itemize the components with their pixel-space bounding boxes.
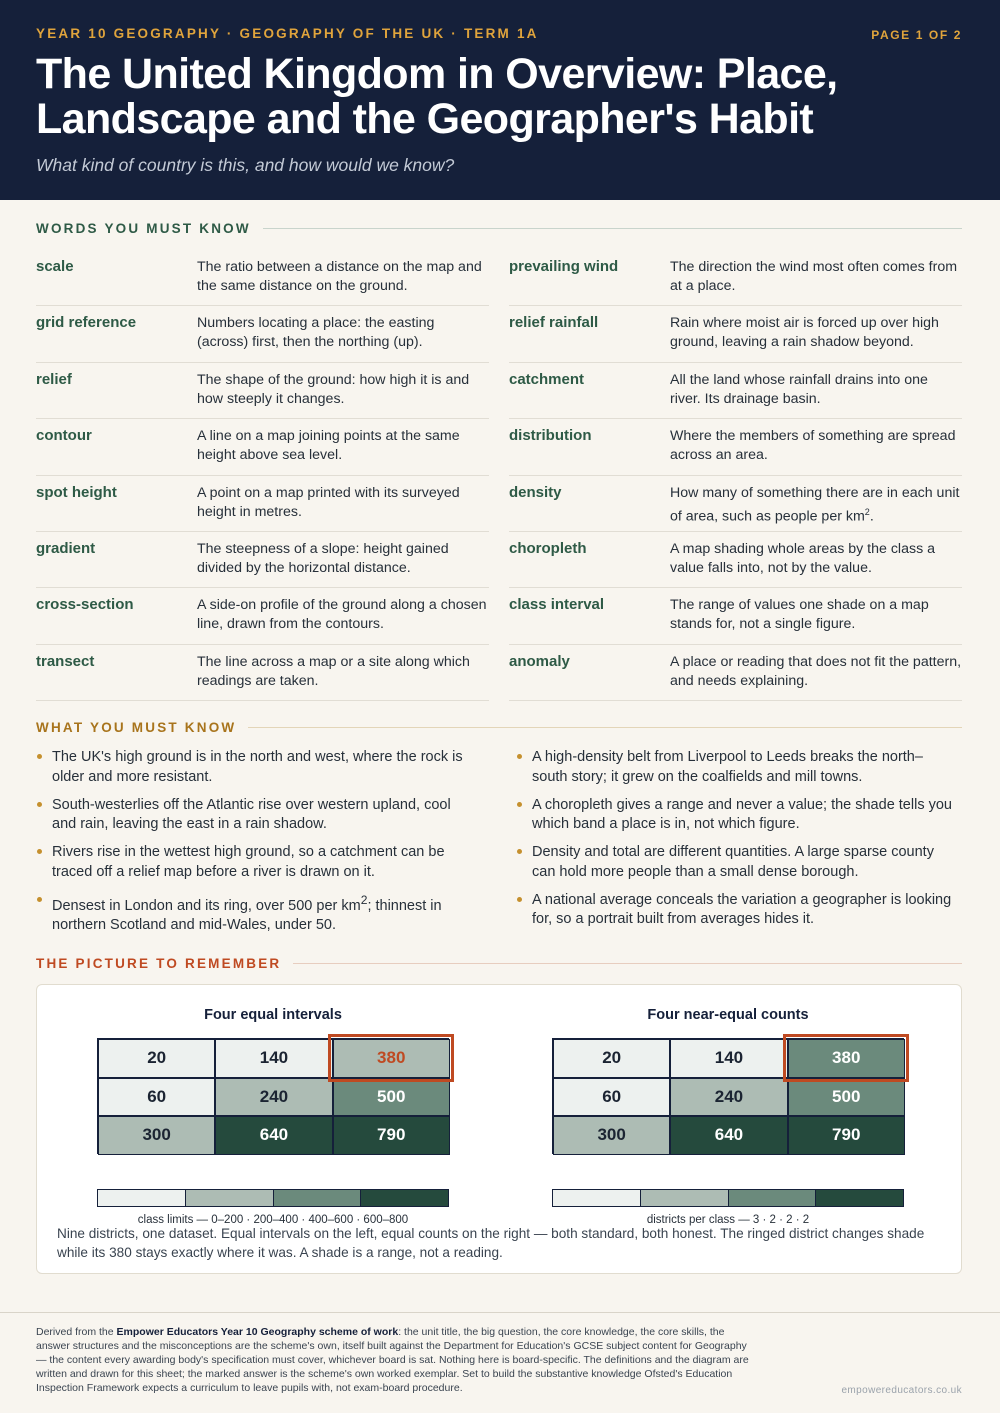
site-url: empowereducators.co.uk bbox=[841, 1385, 962, 1396]
glossary-term: transect bbox=[36, 652, 95, 670]
section-rule bbox=[263, 228, 962, 229]
glossary-definition: A side-on profile of the ground along a chosen line, drawn from the contours. bbox=[197, 597, 487, 633]
highlight-ring bbox=[328, 1034, 454, 1082]
glossary-term: class interval bbox=[509, 596, 605, 614]
class-legend bbox=[552, 1189, 904, 1207]
glossary-definition: The line across a map or a site along which readings are taken. bbox=[197, 653, 470, 689]
panel-title: Four near-equal counts bbox=[647, 1007, 809, 1023]
equal-counts-panel bbox=[552, 1007, 904, 1226]
district-cell: 500 bbox=[333, 1078, 450, 1117]
knowledge-right-column bbox=[516, 748, 956, 944]
glossary-term: prevailing wind bbox=[509, 258, 619, 275]
knowledge-bullet: Rivers rise in the wettest high ground, so a catchment can be traced off a relief map before a river is drawn on it. bbox=[36, 843, 476, 882]
district-cell: 640 bbox=[670, 1116, 787, 1155]
glossary-row bbox=[509, 645, 962, 701]
page-number: PAGE 1 OF 2 bbox=[871, 28, 962, 42]
knowledge-bullet: Densest in London and its ring, over 500 per $km^2$; thinnest in northern Scotland and mid-Wales, under 50. bbox=[36, 891, 476, 936]
panel-title: Four equal intervals bbox=[204, 1007, 342, 1023]
legend-caption: districts per class — 3 · 2 · 2 · 2 bbox=[646, 1214, 810, 1226]
glossary-term: gradient bbox=[36, 539, 96, 557]
glossary-term: catchment bbox=[509, 370, 585, 388]
glossary-row bbox=[36, 532, 489, 588]
picture-caption: Nine districts, one dataset. Equal intervals on the left, equal counts on the right — both standard, both honest. The ringed district changes shade while its 380 stays exactly where it was. A shade is a range, not a reading. bbox=[57, 1226, 925, 1260]
legend-swatch bbox=[361, 1190, 448, 1206]
glossary-definition: A place or reading that does not fit the pattern, and needs explaining. bbox=[670, 653, 962, 689]
knowledge-bullet: The UK's high ground is in the north and west, where the rock is older and more resistant. bbox=[36, 748, 476, 787]
district-cell: 300 bbox=[98, 1116, 215, 1155]
glossary-row bbox=[509, 419, 962, 475]
glossary-definition: Numbers locating a place: the easting (across) first, then the northing (up). bbox=[197, 315, 435, 351]
picture-heading-text: THE PICTURE TO REMEMBER bbox=[36, 956, 282, 971]
glossary-term: grid reference bbox=[36, 314, 137, 332]
glossary-row bbox=[509, 476, 962, 532]
glossary-term: spot height bbox=[36, 483, 117, 501]
big-question: What kind of country is this, and how would we know? bbox=[36, 155, 455, 175]
knowledge-bullet: A choropleth gives a range and never a value; the shade tells you which band a place is in, not which figure. bbox=[516, 796, 956, 835]
glossary-definition: How many of something there are in each unit of area, such as people per $km^2$. bbox=[670, 484, 960, 525]
glossary-definition: The shape of the ground: how high it is and how steeply it changes. bbox=[197, 371, 470, 407]
glossary-row bbox=[36, 306, 489, 362]
district-cell: 140 bbox=[215, 1039, 332, 1078]
glossary-row bbox=[509, 532, 962, 588]
district-cell: 640 bbox=[215, 1116, 332, 1155]
glossary-row bbox=[36, 645, 489, 701]
glossary-row bbox=[36, 419, 489, 475]
legend-swatch bbox=[641, 1190, 729, 1206]
know-heading-text: WHAT YOU MUST KNOW bbox=[36, 720, 237, 735]
glossary-definition: All the land whose rainfall drains into one river. Its drainage basin. bbox=[670, 371, 928, 407]
glossary-definition: The range of values one shade on a map stands for, not a single figure. bbox=[670, 597, 929, 633]
picture-section-heading bbox=[36, 956, 962, 971]
knowledge-bullet: A national average conceals the variation a geographer is looking for, so a portrait built from averages hides it. bbox=[516, 891, 956, 930]
glossary-term: relief bbox=[36, 370, 72, 388]
picture-box bbox=[36, 984, 962, 1274]
glossary-right-column bbox=[509, 250, 962, 701]
glossary-term: cross-section bbox=[36, 596, 134, 614]
district-cell: 240 bbox=[215, 1078, 332, 1117]
glossary-term: scale bbox=[36, 258, 74, 275]
glossary-definition: A line on a map joining points at the same height above sea level. bbox=[197, 428, 460, 464]
section-rule bbox=[293, 963, 962, 964]
footer-text: : the unit title, the big question, the core knowledge, the core skills, the answer structures and the misconceptions are the scheme's own, itself built against the Department for Education's GCSE subject content for Geography — the content every awarding body's specification must cover, whichever board is sat. Nothing here is board-specific. The definitions and the diagram are written and drawn for this sheet; the marked answer is the scheme's own worked exemplar. Set to build the substantive knowledge Ofsted's Education Inspection Framework expects a curriculum to leave pupils with, not exam-board procedure. bbox=[36, 1326, 749, 1394]
glossary-term: choropleth bbox=[509, 539, 587, 557]
district-cell: 300 bbox=[553, 1116, 670, 1155]
glossary-definition: The steepness of a slope: height gained divided by the horizontal distance. bbox=[197, 540, 449, 576]
district-cell: 60 bbox=[553, 1078, 670, 1117]
district-cell: 20 bbox=[98, 1039, 215, 1078]
legend-caption: class limits — 0–200 · 200–400 · 400–600 · 600–800 bbox=[137, 1214, 409, 1226]
knowledge-bullet: Density and total are different quantities. A large sparse county can hold more people than a small dense borough. bbox=[516, 843, 956, 882]
knowledge-bullet: South-westerlies off the Atlantic rise over western upland, cool and rain, leaving the east in a rain shadow. bbox=[36, 796, 476, 835]
glossary-row bbox=[509, 306, 962, 362]
glossary-definition: Rain where moist air is forced up over high ground, leaving a rain shadow beyond. bbox=[670, 315, 939, 351]
glossary-definition: A map shading whole areas by the class a value falls into, not by the value. bbox=[670, 540, 935, 576]
words-heading-text: WORDS YOU MUST KNOW bbox=[36, 221, 251, 236]
glossary-term: anomaly bbox=[509, 652, 570, 670]
glossary-term: contour bbox=[36, 427, 92, 445]
knowledge-points bbox=[36, 748, 962, 944]
district-cell: 790 bbox=[788, 1116, 905, 1155]
page-title: The United Kingdom in Overview: Place, Landscape and the Geographer's Habit bbox=[36, 50, 838, 143]
knowledge-bullet: A high-density belt from Liverpool to Leeds breaks the north–south story; it grew on the coalfields and mill towns. bbox=[516, 748, 956, 787]
footer-note bbox=[36, 1325, 758, 1395]
ringed-district-cell: 380 bbox=[788, 1039, 905, 1078]
district-grid bbox=[552, 1038, 904, 1154]
glossary-definition: The direction the wind most often comes from at a place. bbox=[670, 259, 958, 294]
glossary-term: distribution bbox=[509, 427, 592, 445]
glossary-definition: Where the members of something are spread across an area. bbox=[670, 428, 956, 464]
glossary-row bbox=[509, 363, 962, 419]
highlight-ring bbox=[783, 1034, 909, 1082]
class-legend bbox=[97, 1189, 449, 1207]
legend-swatch bbox=[186, 1190, 274, 1206]
section-rule bbox=[248, 727, 962, 728]
district-cell: 60 bbox=[98, 1078, 215, 1117]
glossary-row bbox=[36, 476, 489, 532]
glossary-row bbox=[36, 588, 489, 644]
district-cell: 790 bbox=[333, 1116, 450, 1155]
district-cell: 500 bbox=[788, 1078, 905, 1117]
glossary-term: relief rainfall bbox=[509, 314, 599, 332]
glossary-row bbox=[36, 250, 489, 306]
legend-swatch bbox=[729, 1190, 817, 1206]
glossary-row bbox=[36, 363, 489, 419]
district-cell: 240 bbox=[670, 1078, 787, 1117]
glossary-left-column bbox=[36, 250, 489, 701]
legend-swatch bbox=[816, 1190, 903, 1206]
legend-swatch bbox=[553, 1190, 641, 1206]
glossary-row bbox=[509, 250, 962, 306]
district-grid bbox=[97, 1038, 449, 1154]
legend-swatch bbox=[98, 1190, 186, 1206]
glossary-definition: The ratio between a distance on the map and the same distance on the ground. bbox=[197, 259, 482, 294]
district-cell: 140 bbox=[670, 1039, 787, 1078]
footer-lead: Derived from the bbox=[36, 1326, 117, 1338]
equal-intervals-panel bbox=[97, 1007, 449, 1226]
course-kicker: YEAR 10 GEOGRAPHY · GEOGRAPHY OF THE UK · TERM 1A bbox=[36, 26, 539, 41]
knowledge-left-column bbox=[36, 748, 476, 944]
glossary-definition: A point on a map printed with its surveyed height in metres. bbox=[197, 484, 460, 520]
glossary-term: density bbox=[509, 483, 562, 501]
footer-source: Empower Educators Year 10 Geography scheme of work bbox=[116, 1326, 399, 1338]
know-section-heading bbox=[36, 720, 962, 735]
footer-divider bbox=[0, 1312, 1000, 1313]
page-header bbox=[0, 0, 1000, 200]
district-cell: 20 bbox=[553, 1039, 670, 1078]
legend-swatch bbox=[274, 1190, 362, 1206]
ringed-district-cell: 380 bbox=[333, 1039, 450, 1078]
glossary bbox=[36, 250, 962, 701]
words-section-heading bbox=[36, 221, 962, 236]
glossary-row bbox=[509, 588, 962, 644]
